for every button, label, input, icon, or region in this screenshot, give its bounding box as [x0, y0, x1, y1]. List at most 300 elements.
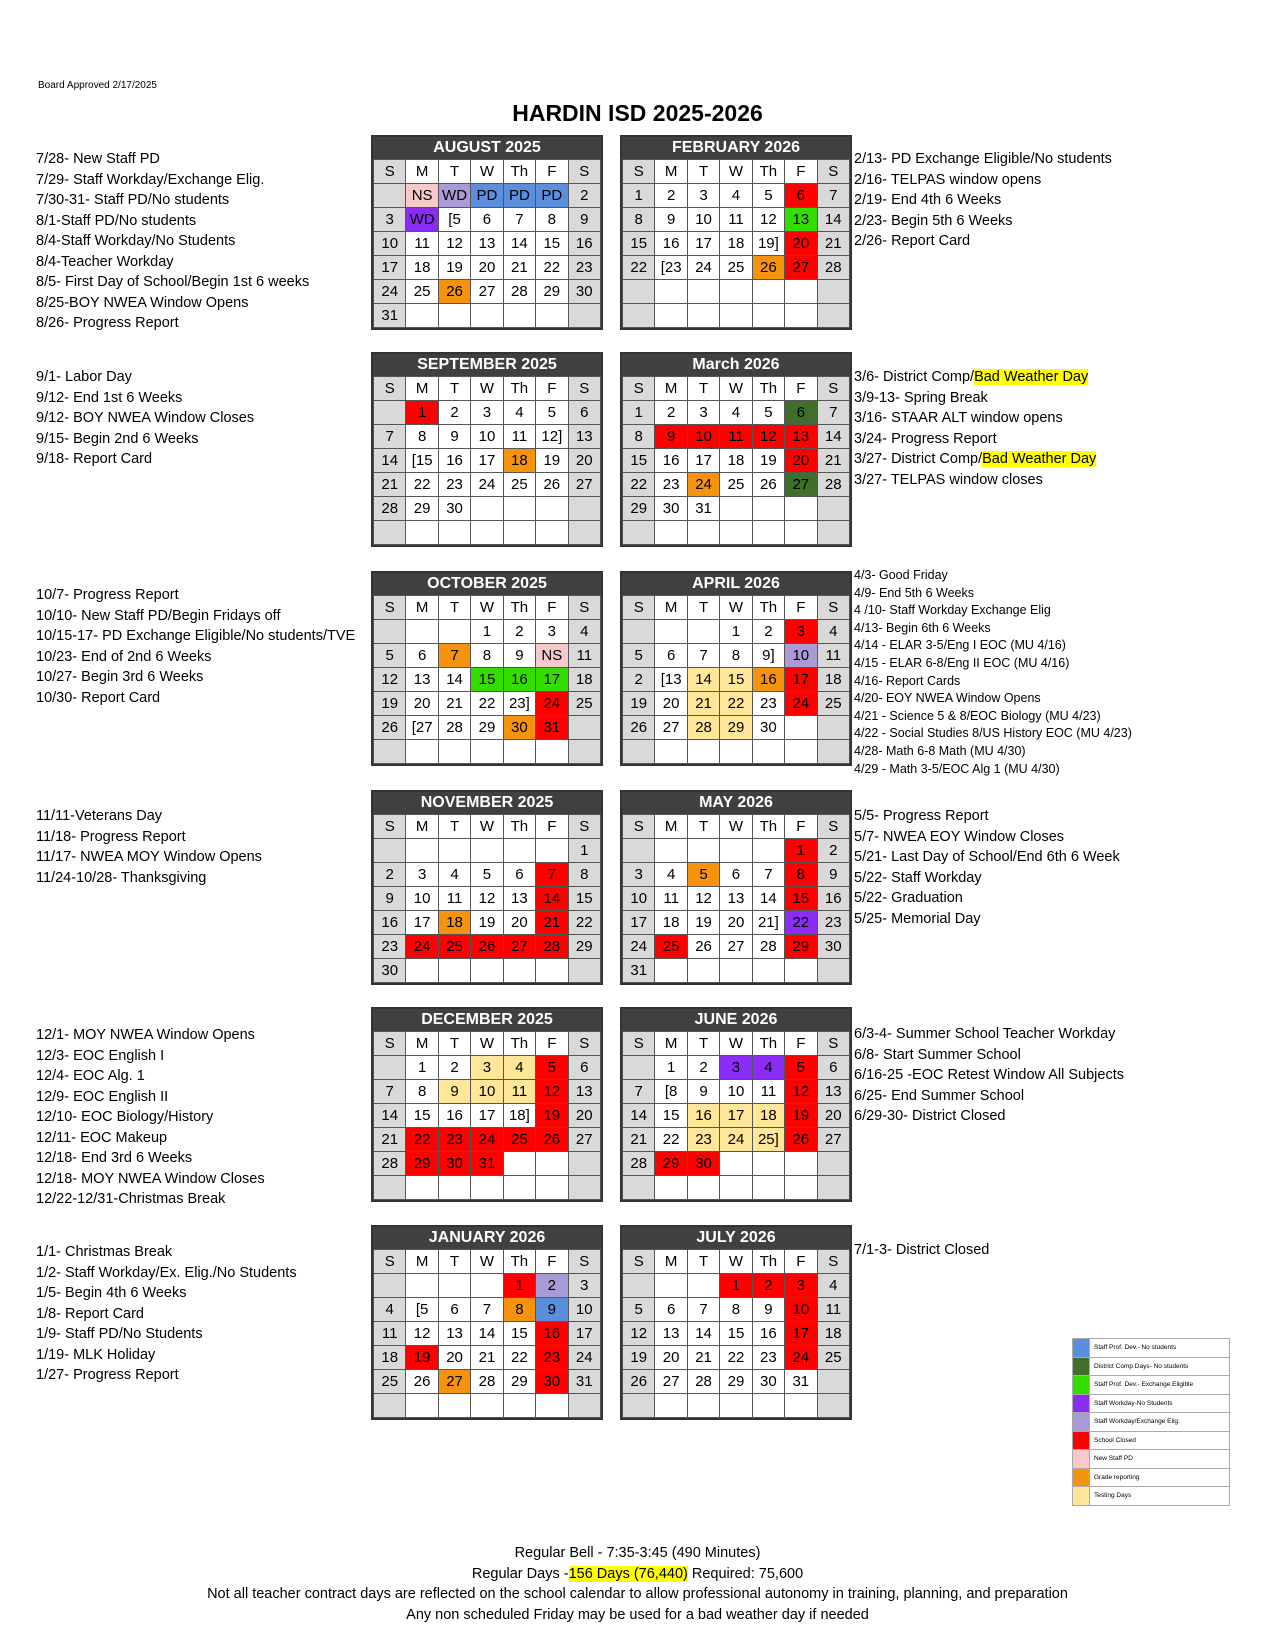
- week-row: [623, 425, 850, 449]
- day-cell: 10: [623, 887, 655, 911]
- day-cell: 18: [374, 1346, 406, 1370]
- weekday-label: S: [374, 160, 406, 184]
- day-cell: 7: [817, 184, 849, 208]
- note-line: [36, 806, 262, 827]
- day-cell: [503, 1176, 535, 1200]
- day-cell: [752, 1176, 784, 1200]
- legend-label: Staff Prof. Dev.- No students: [1090, 1339, 1230, 1358]
- weekday-label: M: [406, 815, 438, 839]
- day-cell: 29: [720, 1370, 752, 1394]
- week-row: [374, 425, 601, 449]
- note-text: 9/1- Labor Day: [36, 369, 132, 385]
- day-cell: 5: [623, 1298, 655, 1322]
- day-cell: 31: [785, 1370, 817, 1394]
- day-cell: 28: [817, 256, 849, 280]
- legend-row: [1073, 1450, 1230, 1469]
- day-cell: 1: [568, 839, 600, 863]
- day-cell: 6: [655, 1298, 687, 1322]
- day-cell: 17: [536, 668, 568, 692]
- day-cell: 16: [568, 232, 600, 256]
- note-line: [854, 690, 1132, 708]
- footer: [0, 1543, 1275, 1625]
- weekday-label: Th: [752, 1250, 784, 1274]
- day-cell: [687, 1176, 719, 1200]
- weekday-label: S: [817, 1032, 849, 1056]
- day-cell: 11: [503, 1080, 535, 1104]
- note-text: 8/4-Staff Workday/No Students: [36, 233, 236, 249]
- day-cell: 20: [785, 449, 817, 473]
- day-cell: 5: [536, 1056, 568, 1080]
- day-cell: [471, 959, 503, 983]
- day-cell: [503, 497, 535, 521]
- calendar-sep: [371, 352, 603, 547]
- day-cell: 1: [623, 184, 655, 208]
- day-cell: [655, 1394, 687, 1418]
- day-cell: [752, 1394, 784, 1418]
- weekday-label: T: [687, 1250, 719, 1274]
- legend-row: [1073, 1376, 1230, 1395]
- day-cell: [752, 521, 784, 545]
- day-cell: 25: [655, 935, 687, 959]
- note-line: [854, 231, 1112, 252]
- day-cell: [15: [406, 449, 438, 473]
- day-cell: 24: [687, 256, 719, 280]
- day-cell: [655, 1176, 687, 1200]
- day-cell: 28: [623, 1152, 655, 1176]
- note-line: [854, 827, 1120, 848]
- day-cell: 23: [817, 911, 849, 935]
- day-cell: 17: [785, 668, 817, 692]
- week-row: [623, 668, 850, 692]
- day-cell: 6: [817, 1056, 849, 1080]
- day-cell: 29: [406, 497, 438, 521]
- note-text: 4/22 - Social Studies 8/US History EOC (MU 4/23): [854, 726, 1132, 741]
- day-cell: 30: [752, 1370, 784, 1394]
- week-row: [623, 716, 850, 740]
- note-text: 10/15-17- PD Exchange Eligible/No students/TVE: [36, 628, 356, 644]
- week-row: [374, 304, 601, 328]
- weekday-header-row: [623, 815, 850, 839]
- note-line: [854, 429, 1096, 450]
- day-cell: 9: [438, 1080, 470, 1104]
- week-row: [374, 644, 601, 668]
- day-cell: [406, 1176, 438, 1200]
- week-row: [623, 1152, 850, 1176]
- day-cell: 21]: [752, 911, 784, 935]
- day-cell: [785, 740, 817, 764]
- day-cell: [655, 839, 687, 863]
- day-cell: [623, 1056, 655, 1080]
- weekday-label: W: [471, 1032, 503, 1056]
- note-line: [854, 1045, 1124, 1066]
- day-cell: 9: [687, 1080, 719, 1104]
- weekday-label: M: [655, 1032, 687, 1056]
- day-cell: [687, 304, 719, 328]
- day-cell: 26: [536, 473, 568, 497]
- day-cell: [536, 1176, 568, 1200]
- note-line: [36, 211, 309, 232]
- note-line: [36, 647, 355, 668]
- calendar-aug: [371, 135, 603, 330]
- note-text: 7/28- New Staff PD: [36, 151, 160, 167]
- day-cell: 19: [623, 692, 655, 716]
- day-cell: 3: [374, 208, 406, 232]
- day-cell: 7: [503, 208, 535, 232]
- note-line: [36, 429, 254, 450]
- day-cell: 21: [536, 911, 568, 935]
- day-cell: 15: [785, 887, 817, 911]
- day-cell: 14: [471, 1322, 503, 1346]
- notes-jun: [854, 1024, 1124, 1127]
- day-cell: 14: [687, 1322, 719, 1346]
- day-cell: 26: [406, 1370, 438, 1394]
- day-cell: [720, 521, 752, 545]
- day-cell: [374, 521, 406, 545]
- day-cell: 12: [536, 1080, 568, 1104]
- weekday-label: F: [536, 377, 568, 401]
- note-text: 5/25- Memorial Day: [854, 910, 981, 927]
- footer-weather-note: Any non scheduled Friday may be used for a bad weather day if needed: [406, 1606, 869, 1623]
- week-row: [623, 620, 850, 644]
- day-cell: 17: [471, 449, 503, 473]
- day-cell: 3: [471, 401, 503, 425]
- day-cell: [720, 280, 752, 304]
- weekday-label: T: [438, 815, 470, 839]
- note-line: [36, 626, 355, 647]
- day-cell: 24: [785, 692, 817, 716]
- day-cell: 9: [438, 425, 470, 449]
- day-cell: 28: [752, 935, 784, 959]
- day-cell: 25: [817, 692, 849, 716]
- month-title: MAY 2026: [622, 792, 850, 814]
- day-cell: 2: [438, 1056, 470, 1080]
- week-row: [374, 959, 601, 983]
- day-cell: 5: [536, 401, 568, 425]
- day-cell: [655, 740, 687, 764]
- weekday-label: Th: [503, 1032, 535, 1056]
- day-cell: 12]: [536, 425, 568, 449]
- day-cell: 2: [655, 184, 687, 208]
- day-cell: 11: [752, 1080, 784, 1104]
- note-text: 1/19- MLK Holiday: [36, 1346, 156, 1363]
- day-cell: 6: [471, 208, 503, 232]
- note-text: 4/16- Report Cards: [854, 673, 961, 688]
- week-row: [623, 863, 850, 887]
- day-cell: 27: [655, 1370, 687, 1394]
- day-cell: 26: [752, 473, 784, 497]
- day-cell: 15: [720, 668, 752, 692]
- note-line: [36, 149, 309, 170]
- weekday-header-row: [374, 377, 601, 401]
- calendar-dec: [371, 1007, 603, 1202]
- week-row: [374, 1346, 601, 1370]
- day-cell: 22: [406, 473, 438, 497]
- day-cell: 22: [623, 473, 655, 497]
- day-cell: [438, 304, 470, 328]
- day-cell: [406, 521, 438, 545]
- day-cell: 23]: [503, 692, 535, 716]
- day-cell: [503, 740, 535, 764]
- day-cell: 27: [503, 935, 535, 959]
- day-cell: [374, 839, 406, 863]
- week-row: [623, 521, 850, 545]
- day-cell: 18: [568, 668, 600, 692]
- note-line: [854, 888, 1120, 909]
- note-line: [36, 1025, 265, 1046]
- day-cell: 25]: [752, 1128, 784, 1152]
- day-cell: 29: [655, 1152, 687, 1176]
- day-cell: 23: [438, 473, 470, 497]
- note-text: 8/26- Progress Report: [36, 315, 179, 331]
- day-cell: [536, 497, 568, 521]
- day-cell: 21: [687, 692, 719, 716]
- day-cell: [817, 1176, 849, 1200]
- note-line: [36, 585, 355, 606]
- week-row: [374, 521, 601, 545]
- note-line: [36, 868, 262, 889]
- day-cell: [438, 1274, 470, 1298]
- day-cell: [720, 959, 752, 983]
- note-text: 8/25-BOY NWEA Window Opens: [36, 294, 249, 311]
- note-text: 7/29- Staff Workday/Exchange Elig.: [36, 171, 265, 188]
- week-row: [374, 863, 601, 887]
- legend-swatch: [1073, 1487, 1090, 1506]
- note-text: 4/15 - ELAR 6-8/Eng II EOC (MU 4/16): [854, 655, 1070, 670]
- day-cell: 5: [374, 644, 406, 668]
- day-cell: 3: [623, 863, 655, 887]
- day-cell: 3: [406, 863, 438, 887]
- day-cell: 11: [720, 425, 752, 449]
- day-cell: 4: [817, 620, 849, 644]
- weekday-label: Th: [503, 815, 535, 839]
- day-cell: 25: [406, 280, 438, 304]
- day-cell: 19: [406, 1346, 438, 1370]
- day-cell: [655, 620, 687, 644]
- day-cell: 30: [568, 280, 600, 304]
- note-line: [854, 673, 1132, 691]
- day-cell: [817, 1152, 849, 1176]
- day-cell: 22: [720, 692, 752, 716]
- note-line: [36, 827, 262, 848]
- note-highlight: Bad Weather Day: [974, 369, 1089, 385]
- day-cell: [720, 1152, 752, 1176]
- day-cell: 28: [687, 716, 719, 740]
- day-cell: [471, 1394, 503, 1418]
- day-cell: 20: [406, 692, 438, 716]
- week-row: [623, 1370, 850, 1394]
- week-row: [623, 1274, 850, 1298]
- day-cell: 2: [536, 1274, 568, 1298]
- day-cell: 15: [655, 1104, 687, 1128]
- day-cell: [27: [406, 716, 438, 740]
- day-cell: [503, 1394, 535, 1418]
- day-cell: [536, 1394, 568, 1418]
- day-cell: 31: [536, 716, 568, 740]
- day-cell: 3: [536, 620, 568, 644]
- day-cell: [785, 280, 817, 304]
- weekday-label: S: [817, 596, 849, 620]
- weekday-label: Th: [752, 160, 784, 184]
- note-line: [854, 602, 1132, 620]
- note-text: 3/16- STAAR ALT window opens: [854, 410, 1063, 426]
- day-cell: [785, 1152, 817, 1176]
- day-cell: 27: [655, 716, 687, 740]
- day-cell: 18]: [503, 1104, 535, 1128]
- weekday-label: T: [438, 1032, 470, 1056]
- week-row: [623, 740, 850, 764]
- day-cell: 4: [752, 1056, 784, 1080]
- day-cell: 12: [752, 208, 784, 232]
- day-cell: 1: [720, 1274, 752, 1298]
- note-text: 1/5- Begin 4th 6 Weeks: [36, 1285, 187, 1301]
- month-title: JUNE 2026: [622, 1009, 850, 1031]
- day-cell: [817, 716, 849, 740]
- legend-swatch: [1073, 1339, 1090, 1358]
- day-cell: 2: [568, 184, 600, 208]
- weekday-label: Th: [503, 596, 535, 620]
- day-cell: [503, 1152, 535, 1176]
- day-cell: 24: [536, 692, 568, 716]
- note-line: [36, 1324, 297, 1345]
- day-cell: 8: [406, 425, 438, 449]
- note-text: 6/8- Start Summer School: [854, 1046, 1021, 1063]
- day-cell: 25: [817, 1346, 849, 1370]
- month-title: JANUARY 2026: [373, 1227, 601, 1249]
- day-cell: 2: [752, 620, 784, 644]
- day-cell: 24: [687, 473, 719, 497]
- note-text: 9/12- BOY NWEA Window Closes: [36, 410, 255, 426]
- day-cell: PD: [471, 184, 503, 208]
- day-cell: 1: [503, 1274, 535, 1298]
- day-cell: [536, 959, 568, 983]
- footer-days-label: Regular Days -: [471, 1565, 569, 1582]
- notes-may: [854, 806, 1120, 929]
- calendar-nov: [371, 790, 603, 985]
- weekday-label: W: [471, 596, 503, 620]
- day-cell: [406, 304, 438, 328]
- weekday-label: S: [374, 596, 406, 620]
- note-text: 4/3- Good Friday: [854, 568, 948, 582]
- day-cell: [471, 521, 503, 545]
- note-line: [854, 1024, 1124, 1045]
- weekday-header-row: [374, 1032, 601, 1056]
- day-cell: 11: [655, 887, 687, 911]
- day-cell: [438, 839, 470, 863]
- day-cell: 1: [720, 620, 752, 644]
- note-text: 5/22- Graduation: [854, 890, 963, 906]
- day-cell: 9: [374, 887, 406, 911]
- weekday-label: S: [817, 1250, 849, 1274]
- day-cell: [5: [406, 1298, 438, 1322]
- weekday-label: S: [623, 596, 655, 620]
- day-cell: 27: [785, 473, 817, 497]
- day-cell: 17: [687, 232, 719, 256]
- day-cell: 1: [785, 839, 817, 863]
- day-cell: [720, 304, 752, 328]
- day-cell: 30: [687, 1152, 719, 1176]
- day-cell: 9: [752, 1298, 784, 1322]
- note-text: 10/10- New Staff PD/Begin Fridays off: [36, 607, 281, 624]
- day-cell: 12: [406, 1322, 438, 1346]
- note-text: 4/20- EOY NWEA Window Opens: [854, 691, 1041, 706]
- day-cell: 28: [374, 1152, 406, 1176]
- week-row: [623, 1128, 850, 1152]
- week-row: [623, 1080, 850, 1104]
- day-cell: 10: [374, 232, 406, 256]
- weekday-label: Th: [503, 160, 535, 184]
- day-cell: 18: [817, 668, 849, 692]
- day-cell: [817, 280, 849, 304]
- day-cell: 28: [471, 1370, 503, 1394]
- weekday-label: S: [623, 1032, 655, 1056]
- day-cell: 15: [568, 887, 600, 911]
- day-cell: 17: [785, 1322, 817, 1346]
- note-line: [36, 231, 309, 252]
- note-line: [854, 655, 1132, 673]
- day-cell: 18: [655, 911, 687, 935]
- week-row: [374, 208, 601, 232]
- day-cell: 5: [785, 1056, 817, 1080]
- day-cell: 16: [817, 887, 849, 911]
- day-cell: 31: [687, 497, 719, 521]
- day-cell: 27: [471, 280, 503, 304]
- note-text: 11/17- NWEA MOY Window Opens: [36, 849, 262, 865]
- weekday-label: M: [655, 815, 687, 839]
- day-cell: 4: [568, 620, 600, 644]
- day-cell: [687, 620, 719, 644]
- day-cell: 21: [817, 449, 849, 473]
- month-title: NOVEMBER 2025: [373, 792, 601, 814]
- weekday-label: F: [536, 1250, 568, 1274]
- day-cell: 26: [374, 716, 406, 740]
- day-cell: 30: [374, 959, 406, 983]
- day-cell: 11: [374, 1322, 406, 1346]
- note-line: [36, 1107, 265, 1128]
- note-line: [36, 1345, 297, 1366]
- note-text: 4/14 - ELAR 3-5/Eng I EOC (MU 4/16): [854, 638, 1066, 653]
- notes-jul: [854, 1240, 989, 1261]
- day-cell: [623, 740, 655, 764]
- day-cell: 17: [720, 1104, 752, 1128]
- day-cell: 8: [623, 208, 655, 232]
- day-cell: [655, 521, 687, 545]
- week-row: [623, 1346, 850, 1370]
- day-cell: 20: [655, 692, 687, 716]
- day-cell: [471, 1176, 503, 1200]
- weekday-label: S: [623, 815, 655, 839]
- day-cell: 24: [471, 1128, 503, 1152]
- weekday-header-row: [374, 1250, 601, 1274]
- note-line: [854, 449, 1096, 470]
- day-cell: 1: [406, 1056, 438, 1080]
- day-cell: [720, 740, 752, 764]
- day-cell: [752, 280, 784, 304]
- day-cell: 3: [785, 1274, 817, 1298]
- day-cell: [536, 839, 568, 863]
- day-cell: [568, 1176, 600, 1200]
- day-cell: [374, 1176, 406, 1200]
- day-cell: 10: [568, 1298, 600, 1322]
- day-cell: [623, 839, 655, 863]
- note-line: [854, 190, 1112, 211]
- note-line: [854, 1106, 1124, 1127]
- day-cell: [785, 959, 817, 983]
- day-cell: 10: [471, 425, 503, 449]
- day-cell: 31: [623, 959, 655, 983]
- weekday-label: S: [568, 1032, 600, 1056]
- day-cell: 26: [785, 1128, 817, 1152]
- day-cell: 8: [720, 1298, 752, 1322]
